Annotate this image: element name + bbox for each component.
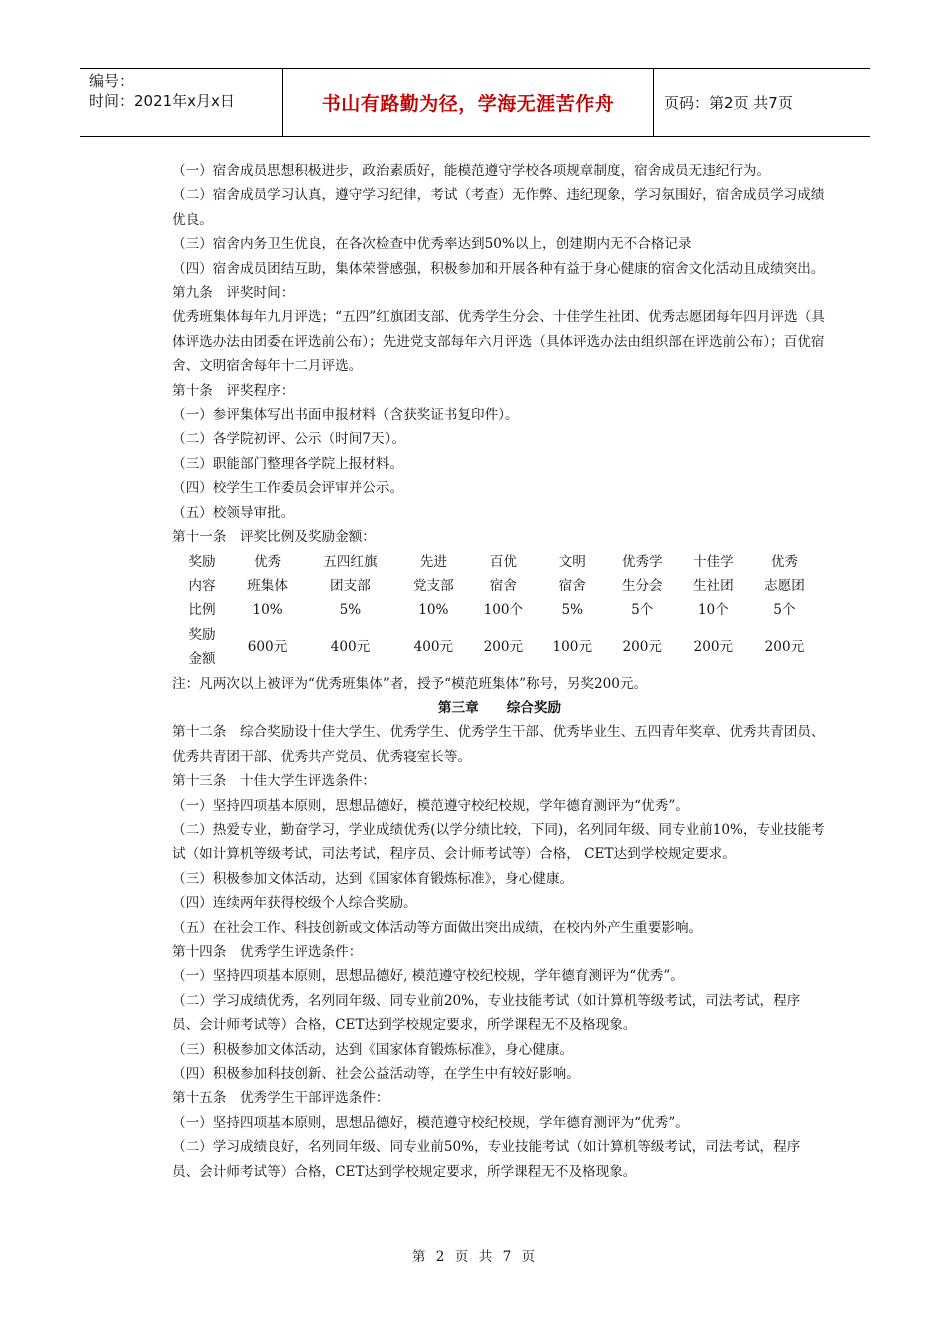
paragraph: （四）积极参加科技创新、社会公益活动等，在学生中有较好影响。 bbox=[172, 1066, 580, 1083]
table-cell: 先进 bbox=[419, 553, 447, 570]
paragraph: （一）坚持四项基本原则，思想品德好，模范遵守校纪校规，学年德育测评为“优秀”。 bbox=[172, 1114, 689, 1131]
note: 注：凡两次以上被评为“优秀班集体”者，授予“模范班集体”称号，另奖200元。 bbox=[172, 675, 648, 692]
table-cell: 200元 bbox=[622, 638, 663, 655]
table-cell: 100个 bbox=[483, 602, 524, 619]
table-cell: 五四红旗 bbox=[323, 553, 378, 570]
table-cell: 团支部 bbox=[330, 577, 371, 594]
table-cell: 100元 bbox=[552, 638, 593, 655]
table-cell: 生社团 bbox=[692, 577, 734, 594]
chapter-title: 综合奖励 bbox=[506, 699, 562, 716]
table-label-line: 奖励 bbox=[188, 626, 216, 643]
article-heading: 第十五条 优秀学生干部评选条件： bbox=[172, 1090, 390, 1107]
table-cell: 10% bbox=[252, 602, 283, 619]
paragraph: （四）连续两年获得校级个人综合奖励。 bbox=[172, 895, 417, 912]
paragraph: （五）在社会工作、科技创新或文体活动等方面做出突出成绩，在校内外产生重要影响。 bbox=[172, 919, 703, 936]
table-row bbox=[172, 598, 820, 622]
article-heading: 第十三条 十佳大学生评选条件： bbox=[172, 773, 376, 790]
table-cell: 内容 bbox=[188, 577, 216, 594]
table-cell: 奖励 bbox=[188, 553, 216, 570]
article-heading: 第十条 评奖程序： bbox=[172, 382, 295, 399]
document-date-label: 时间：2021年x月x日 bbox=[89, 92, 235, 110]
document-body bbox=[172, 159, 827, 1184]
table-cell: 5% bbox=[561, 602, 584, 619]
paragraph: （一）坚持四项基本原则，思想品德好, 模范遵守校纪校规，学年德育测评为“优秀”。 bbox=[172, 968, 684, 985]
paragraph: （四）校学生工作委员会评审并公示。 bbox=[172, 480, 404, 497]
table-cell: 班集体 bbox=[247, 577, 288, 594]
paragraph: （三）宿舍内务卫生优良，在各次检查中优秀率达到50%以上，创建期内无不合格记录 bbox=[172, 236, 692, 253]
paragraph: （三）积极参加文体活动，达到《国家体育锻炼标准》，身心健康。 bbox=[172, 870, 574, 887]
article-heading: 第九条 评奖时间： bbox=[172, 285, 295, 302]
award-table bbox=[172, 550, 820, 672]
table-cell: 百优 bbox=[489, 553, 517, 570]
table-cell: 200元 bbox=[764, 638, 805, 655]
table-cell: 600元 bbox=[247, 638, 288, 655]
paragraph: 优秀班集体每年九月评选；“五四”红旗团支部、优秀学生分会、十佳学生社团、优秀志愿团每年四月评选（具体评选办法由团委在评选前公布）；先进党支部每年六月评选（具体评选办法由组织部在评选前公布）；百优宿舍、文明宿舍每年十二月评选。 bbox=[172, 309, 825, 375]
table-cell bbox=[172, 623, 232, 672]
header-page-label: 页码：第2页 共7页 bbox=[664, 94, 793, 112]
table-cell: 5% bbox=[339, 602, 362, 619]
chapter-heading bbox=[172, 696, 827, 720]
table-cell: 10个 bbox=[697, 602, 729, 619]
table-cell: 200元 bbox=[483, 638, 524, 655]
paragraph: （二）宿舍成员学习认真，遵守学习纪律，考试（考查）无作弊、违纪现象，学习氛围好，宿舍成员学习成绩优良。 bbox=[172, 187, 825, 228]
table-cell: 200元 bbox=[693, 638, 734, 655]
table-cell: 优秀 bbox=[770, 553, 799, 570]
chapter-number: 第三章 bbox=[437, 699, 479, 716]
paragraph: （一）参评集体写出书面申报材料（含获奖证书复印件）。 bbox=[172, 407, 519, 424]
page-header bbox=[80, 68, 870, 137]
table-cell: 志愿团 bbox=[764, 577, 805, 594]
table-row bbox=[172, 623, 820, 672]
document-number-label: 编号： bbox=[89, 72, 135, 90]
table-cell: 比例 bbox=[188, 602, 216, 619]
article-heading: 第十一条 评奖比例及奖励金额： bbox=[172, 529, 376, 546]
paragraph: （一）宿舍成员思想积极进步，政治素质好，能模范遵守学校各项规章制度，宿舍成员无违纪行为。 bbox=[172, 163, 771, 179]
table-cell: 宿舍 bbox=[558, 577, 586, 594]
paragraph: （二）各学院初评、公示（时间7天）。 bbox=[172, 431, 405, 448]
page-footer: 第 2 页 共 7 页 bbox=[411, 1249, 539, 1265]
table-cell: 400元 bbox=[413, 638, 454, 655]
header-meta bbox=[80, 69, 283, 136]
paragraph: （二）热爱专业，勤奋学习，学业成绩优秀(以学分绩比较，下同)，名列同年级、同专业前10%，专业技能考试（如计算机等级考试，司法考试，程序员、会计师考试等）合格， CET达到学校规定要求。 bbox=[172, 821, 825, 863]
paragraph: （三）积极参加文体活动，达到《国家体育锻炼标准》，身心健康。 bbox=[172, 1041, 574, 1058]
table-label-line: 金额 bbox=[188, 651, 216, 668]
paragraph: 第十二条 综合奖励设十佳大学生、优秀学生、优秀学生干部、优秀毕业生、五四青年奖章、优秀共青团员、优秀共青团干部、优秀共产党员、优秀寝室长等。 bbox=[172, 724, 825, 765]
table-row bbox=[172, 550, 820, 574]
article-heading: 第十四条 优秀学生评选条件： bbox=[172, 944, 363, 960]
header-motto: 书山有路勤为径，学海无涯苦作舟 bbox=[283, 69, 654, 136]
table-cell: 宿舍 bbox=[489, 577, 517, 594]
table-cell: 10% bbox=[418, 602, 449, 619]
paragraph: （三）职能部门整理各学院上报材料。 bbox=[172, 455, 404, 472]
paragraph: （五）校领导审批。 bbox=[172, 504, 295, 521]
table-cell: 5个 bbox=[631, 602, 654, 619]
table-cell: 文明 bbox=[558, 553, 586, 570]
paragraph: （二）学习成绩良好，名列同年级、同专业前50%，专业技能考试（如计算机等级考试，司法考试，程序员、会计师考试等）合格，CET达到学校规定要求，所学课程无不及格现象。 bbox=[172, 1139, 801, 1180]
paragraph: （二）学习成绩优秀，名列同年级、同专业前20%，专业技能考试（如计算机等级考试，司法考试，程序员、会计师考试等）合格，CET达到学校规定要求，所学课程无不及格现象。 bbox=[172, 992, 801, 1034]
paragraph: （一）坚持四项基本原则，思想品德好，模范遵守校纪校规，学年德育测评为“优秀”。 bbox=[172, 797, 689, 814]
table-cell: 十佳学 bbox=[692, 553, 734, 570]
table-cell: 党支部 bbox=[412, 577, 454, 594]
paragraph: （四）宿舍成员团结互助，集体荣誉感强，积极参加和开展各种有益于身心健康的宿舍文化活动且成绩突出。 bbox=[172, 260, 825, 277]
table-cell: 优秀 bbox=[253, 553, 282, 570]
table-row bbox=[172, 574, 820, 598]
table-cell: 优秀学 bbox=[621, 553, 663, 570]
table-cell: 400元 bbox=[330, 638, 371, 655]
table-cell: 生分会 bbox=[621, 577, 663, 594]
table-cell: 5个 bbox=[773, 602, 796, 619]
